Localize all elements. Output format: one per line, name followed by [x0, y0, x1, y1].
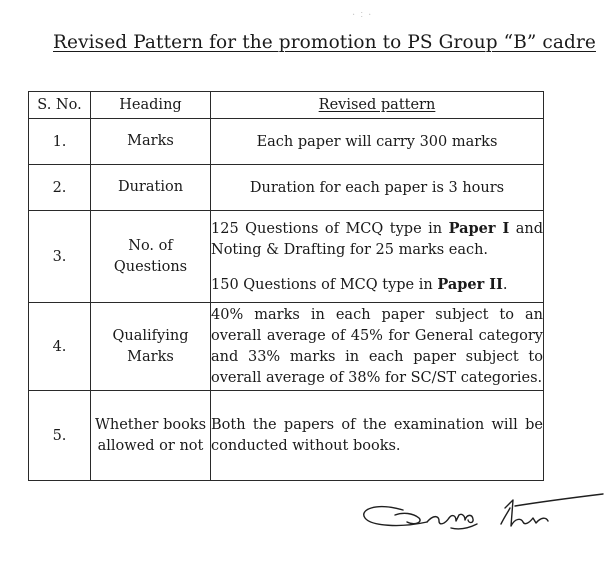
pattern-text: and Noting & Drafting for 25 marks each.: [211, 220, 543, 258]
cell-serial-number: 2.: [29, 165, 91, 211]
cell-heading: [91, 391, 211, 481]
cell-heading: [91, 119, 211, 165]
heading-line: Whether books: [94, 416, 207, 433]
pattern-text: Both the papers of the examination will be conducted without books.: [211, 416, 543, 454]
table-body: [29, 119, 544, 481]
heading-line: No. of: [128, 237, 173, 254]
pattern-paragraph: [211, 415, 543, 457]
cell-serial-number: 4.: [29, 303, 91, 391]
table-row: [29, 303, 544, 391]
pattern-paragraph: [250, 180, 504, 196]
pattern-paragraph: [211, 305, 543, 389]
table-row: [29, 391, 544, 481]
heading-line: Qualifying: [112, 327, 189, 344]
cell-revised-pattern: [211, 391, 544, 481]
pattern-bold-text: Paper I: [448, 219, 510, 237]
table-row: [29, 165, 544, 211]
table-row: [29, 211, 544, 303]
cell-serial-number: 5.: [29, 391, 91, 481]
pattern-text: 40% marks in each paper subject to an overall average of 45% for General category and 33% marks in each paper subject to overall average of 38% for SC/ST categories.: [211, 306, 543, 386]
pattern-text: Duration for each paper is 3 hours: [249, 179, 505, 196]
cell-heading: [91, 303, 211, 391]
cell-serial-number: 3.: [29, 211, 91, 303]
pattern-text: 150 Questions of MCQ type in: [211, 276, 438, 293]
cell-revised-pattern: [211, 211, 544, 303]
header-revised-pattern-text: Revised pattern: [318, 97, 436, 113]
handwritten-signature: [355, 488, 615, 548]
heading-line: Questions: [113, 258, 188, 275]
heading-line: Marks: [127, 133, 174, 149]
document-title: Revised Pattern for the promotion to PS Group “B” cadre: [53, 32, 596, 53]
heading-line: Duration: [117, 179, 184, 195]
revised-pattern-table: [28, 91, 544, 481]
cell-heading: [91, 211, 211, 303]
heading-line: Marks: [127, 348, 174, 365]
faint-stamp-mark: · ∶ ·: [352, 10, 373, 21]
header-revised-pattern: [211, 92, 544, 119]
pattern-paragraph: [211, 218, 543, 261]
header-sno: S. No.: [29, 92, 91, 119]
cell-revised-pattern: [211, 119, 544, 165]
pattern-text: .: [502, 276, 508, 293]
header-heading: Heading: [91, 92, 211, 119]
pattern-bold-text: Paper II: [437, 275, 503, 293]
table-row: [29, 119, 544, 165]
table-header-row: [29, 92, 544, 119]
pattern-paragraph: [211, 274, 543, 296]
cell-serial-number: 1.: [29, 119, 91, 165]
cell-revised-pattern: [211, 165, 544, 211]
cell-heading: [91, 165, 211, 211]
pattern-text: 125 Questions of MCQ type in: [211, 220, 449, 237]
cell-revised-pattern: [211, 303, 544, 391]
pattern-paragraph: [257, 134, 498, 150]
pattern-text: Each paper will carry 300 marks: [256, 133, 498, 150]
heading-line: allowed or not: [97, 437, 204, 454]
